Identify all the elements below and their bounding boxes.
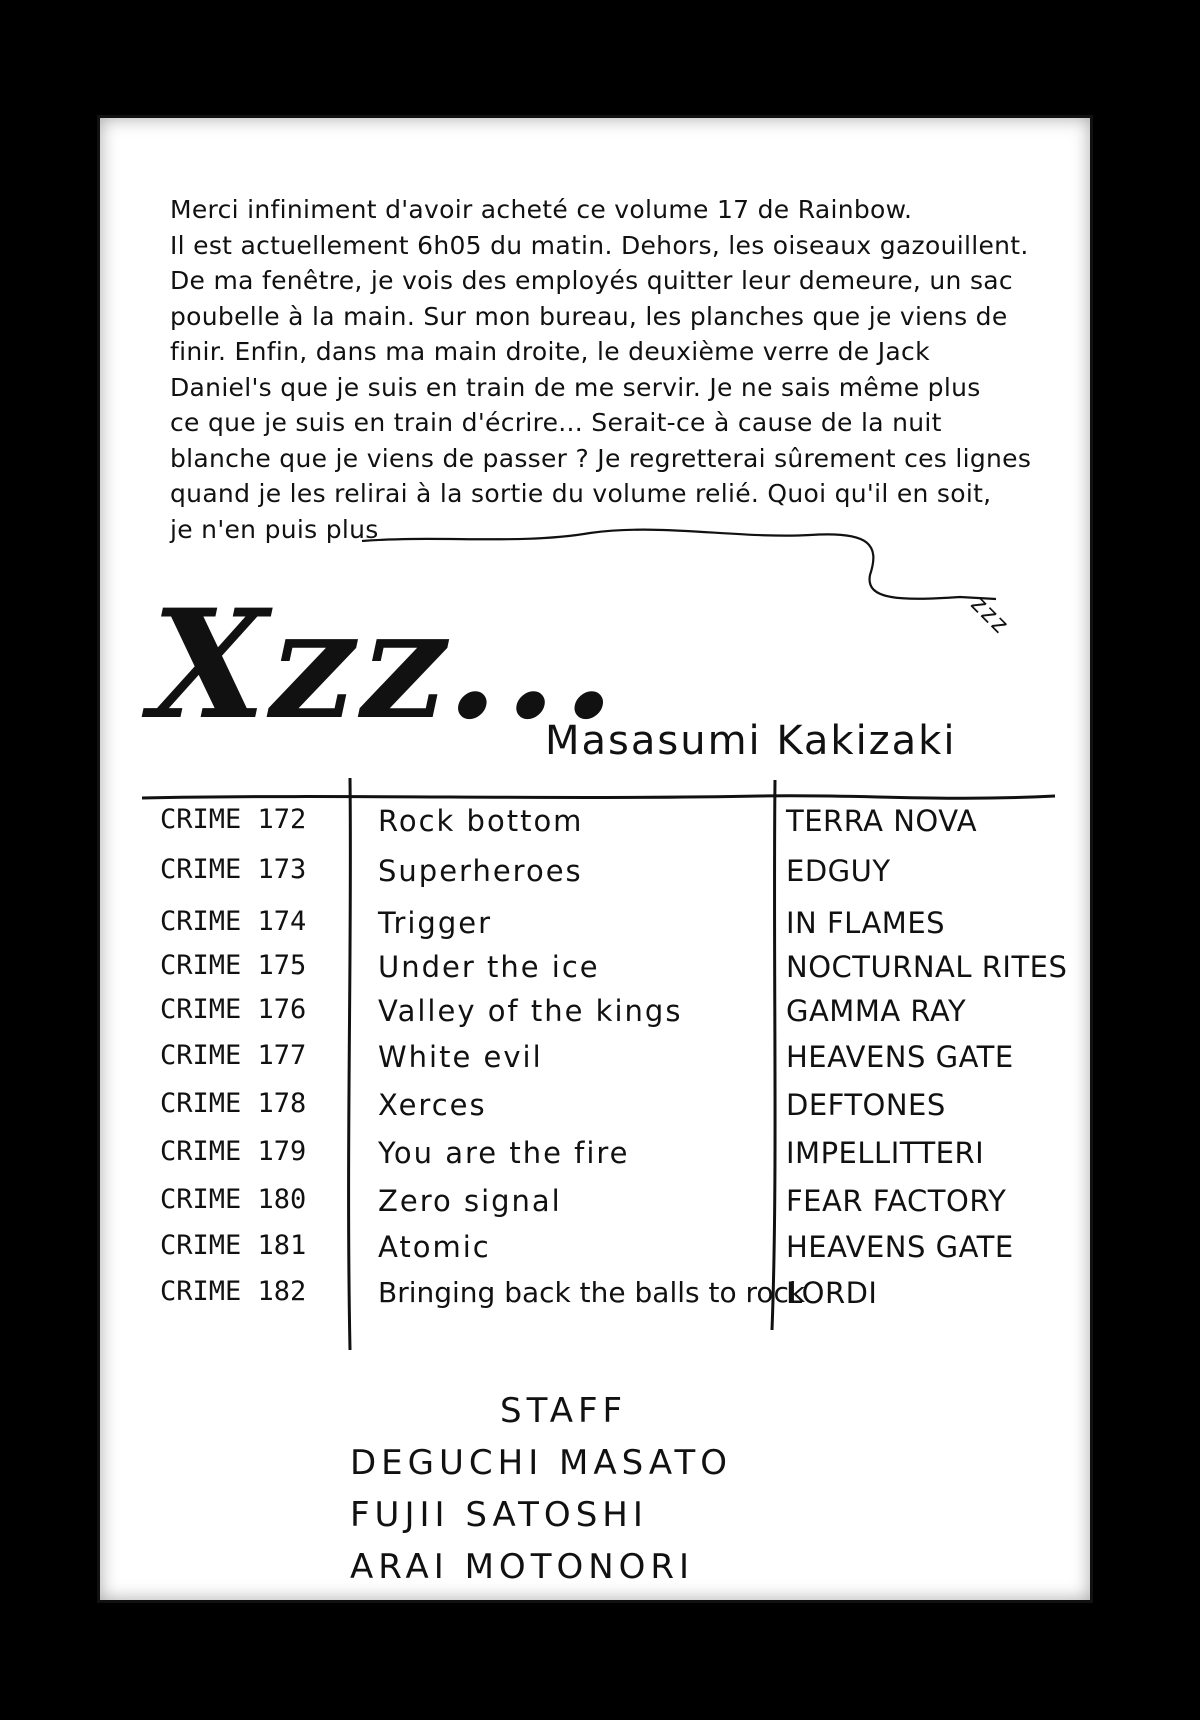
table-row — [0, 854, 1200, 898]
table-row — [0, 1136, 1200, 1180]
author-note — [170, 192, 1032, 547]
table-row — [0, 1088, 1200, 1132]
staff-name: FUJII SATOSHI — [350, 1495, 648, 1535]
table-row — [0, 906, 1200, 950]
note-line: Daniel's que je suis en train de me servir. Je ne sais même plus — [170, 372, 981, 402]
chapter-number: CRIME 175 — [160, 950, 307, 981]
note-line: poubelle à la main. Sur mon bureau, les planches que je viens de — [170, 301, 1008, 331]
note-line: finir. Enfin, dans ma main droite, le deuxième verre de Jack — [170, 337, 930, 366]
table-row — [0, 1040, 1200, 1084]
chapter-title: Superheroes — [378, 854, 583, 888]
table-row — [0, 1276, 1200, 1320]
staff-name: DEGUCHI MASATO — [350, 1443, 732, 1483]
note-line: je n'en puis plus — [170, 514, 379, 544]
chapter-number: CRIME 178 — [160, 1088, 307, 1119]
chapter-band: HEAVENS GATE — [786, 1230, 1014, 1264]
chapter-band: LORDI — [786, 1276, 878, 1310]
chapter-number: CRIME 179 — [160, 1136, 307, 1167]
table-row — [0, 804, 1200, 848]
staff-heading: STAFF — [500, 1391, 628, 1431]
chapter-number: CRIME 181 — [160, 1230, 307, 1261]
chapter-title: Bringing back the balls to rock — [378, 1276, 806, 1309]
chapter-band: TERRA NOVA — [786, 804, 978, 838]
chapter-number: CRIME 174 — [160, 906, 307, 937]
chapter-number: CRIME 180 — [160, 1184, 307, 1215]
chapter-number: CRIME 172 — [160, 804, 307, 835]
staff-credits — [350, 1385, 732, 1593]
note-line: quand je les relirai à la sortie du volume relié. Quoi qu'il en soit, — [170, 479, 992, 508]
chapter-band: EDGUY — [786, 854, 891, 888]
table-row — [0, 1184, 1200, 1228]
note-line: blanche que je viens de passer ? Je regretterai sûrement ces lignes — [170, 443, 1032, 473]
chapter-number: CRIME 182 — [160, 1276, 307, 1307]
note-line: Merci infiniment d'avoir acheté ce volume 17 de Rainbow. — [170, 195, 913, 224]
chapter-number: CRIME 173 — [160, 854, 307, 885]
table-row — [0, 994, 1200, 1038]
table-row — [0, 950, 1200, 994]
zzz-big-text: Xzz... — [131, 577, 649, 753]
chapter-title: Trigger — [378, 906, 493, 940]
chapter-band: HEAVENS GATE — [786, 1040, 1014, 1074]
chapter-band: IN FLAMES — [786, 906, 946, 940]
chapter-title: Atomic — [378, 1230, 491, 1264]
chapter-title: White evil — [378, 1040, 543, 1074]
staff-name: ARAI MOTONORI — [350, 1547, 695, 1587]
chapter-title: Valley of the kings — [378, 994, 683, 1028]
note-line: Il est actuellement 6h05 du matin. Dehors, les oiseaux gazouillent. — [170, 230, 1029, 260]
chapter-title: Under the ice — [378, 950, 600, 984]
chapter-title: You are the fire — [378, 1136, 630, 1170]
chapter-title: Xerces — [378, 1088, 487, 1122]
chapter-band: GAMMA RAY — [786, 994, 967, 1028]
chapter-number: CRIME 176 — [160, 994, 307, 1025]
chapter-band: DEFTONES — [786, 1088, 946, 1122]
chapter-band: FEAR FACTORY — [786, 1184, 1007, 1218]
chapter-band: NOCTURNAL RITES — [786, 950, 1068, 984]
chapter-title: Zero signal — [378, 1184, 562, 1218]
note-line: ce que je suis en train d'écrire... Serait-ce à cause de la nuit — [170, 408, 942, 437]
author-signature: Masasumi Kakizaki — [545, 718, 957, 764]
chapter-title: Rock bottom — [378, 804, 584, 838]
chapter-band: IMPELLITTERI — [786, 1136, 985, 1170]
table-row — [0, 1230, 1200, 1274]
note-line: De ma fenêtre, je vois des employés quitter leur demeure, un sac — [170, 266, 1013, 295]
chapter-number: CRIME 177 — [160, 1040, 307, 1071]
zzz-small-text: zzz — [964, 588, 1015, 640]
